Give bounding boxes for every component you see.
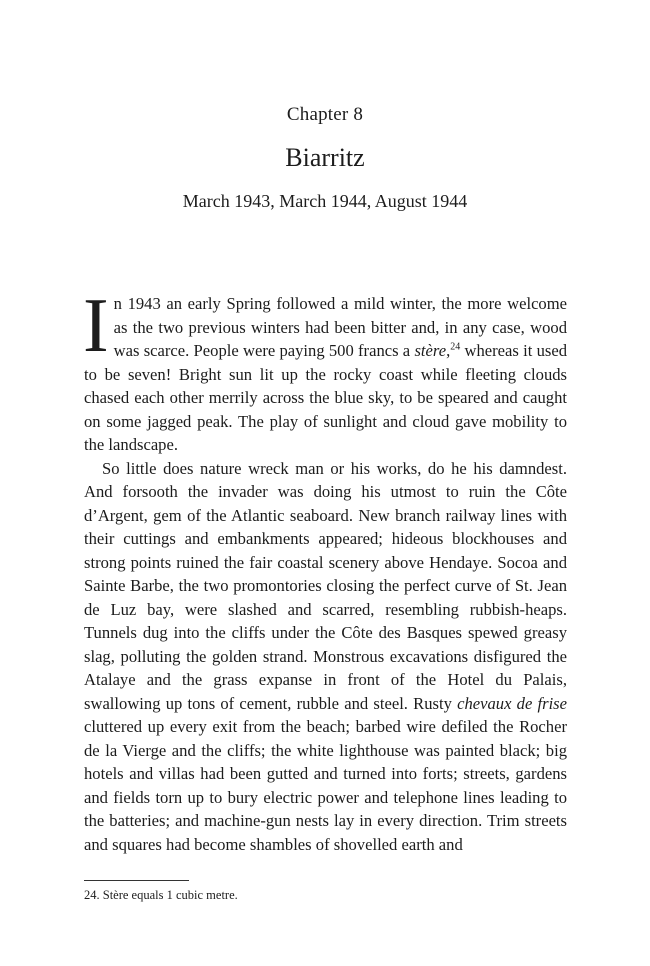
footnote-reference: 24 — [450, 341, 461, 353]
italic-stere: stère — [414, 341, 447, 360]
footnote: 24. Stère equals 1 cubic metre. — [84, 888, 238, 902]
chapter-title: Biarritz — [285, 143, 365, 172]
italic-chevaux-de-frise: chevaux de frise — [457, 693, 568, 713]
paragraph-1 — [83, 282, 567, 457]
body-text — [83, 282, 568, 856]
paragraph-1-text-a: n 1943 an early Spring followed a mild winter, the more welcome as the two previous winters had been bitter and, in any case, wood was scarce. People were paying 500 francs a — [113, 294, 567, 360]
paragraph-2-text-b: cluttered up every exit from the beach; barbed wire defiled the Rocher de la Vierge and the cliffs; the white lighthouse was painted black; big hotels and villas had been gutted and turned into forts; streets, gardens and fields torn up to bury electric power and telephone lines leading to the batteries; and machine-gun nests lay in every direction. Trim streets and squares had become shambles of shovelled earth and — [84, 717, 567, 854]
chapter-number: Chapter 8 — [286, 104, 364, 125]
paragraph-1-text-c: whereas it used to be seven! Bright sun lit up the rocky coast while fleeting clouds chased each other merrily across the blue sky, to be speared and caught on some jagged peak. The play of sunlight and cloud gave mobility to the landscape. — [84, 341, 567, 454]
paragraph-2 — [84, 457, 567, 857]
footnote-divider — [84, 880, 189, 881]
chapter-dates: March 1943, March 1944, August 1944 — [182, 191, 468, 211]
paragraph-2-text-a: So little does nature wreck man or his works, do he his damndest. And forsooth the invader was doing his utmost to ruin the Côte d’Argent, gem of the Atlantic seaboard. New branch railway lines with their cuttings and embankments appeared; hideous blockhouses and strong points ruined the fair coastal scenery above Hendaye. Socoa and Sainte Barbe, the two promontories closing the perfect curve of St. Jean de Luz bay, were slashed and scarred, resembling rubbish-heaps. Tunnels dug into the cliffs under the Côte des Basques spewed greasy slag, polluting the golden strand. Monstrous excavations disfigured the Atalaye and the grass expanse in front of the Hotel du Palais, swallowing up tons of cement, rubble and steel. Rusty — [84, 458, 567, 713]
drop-cap: I — [83, 282, 109, 368]
paragraph-1-text-b: , — [446, 341, 451, 360]
